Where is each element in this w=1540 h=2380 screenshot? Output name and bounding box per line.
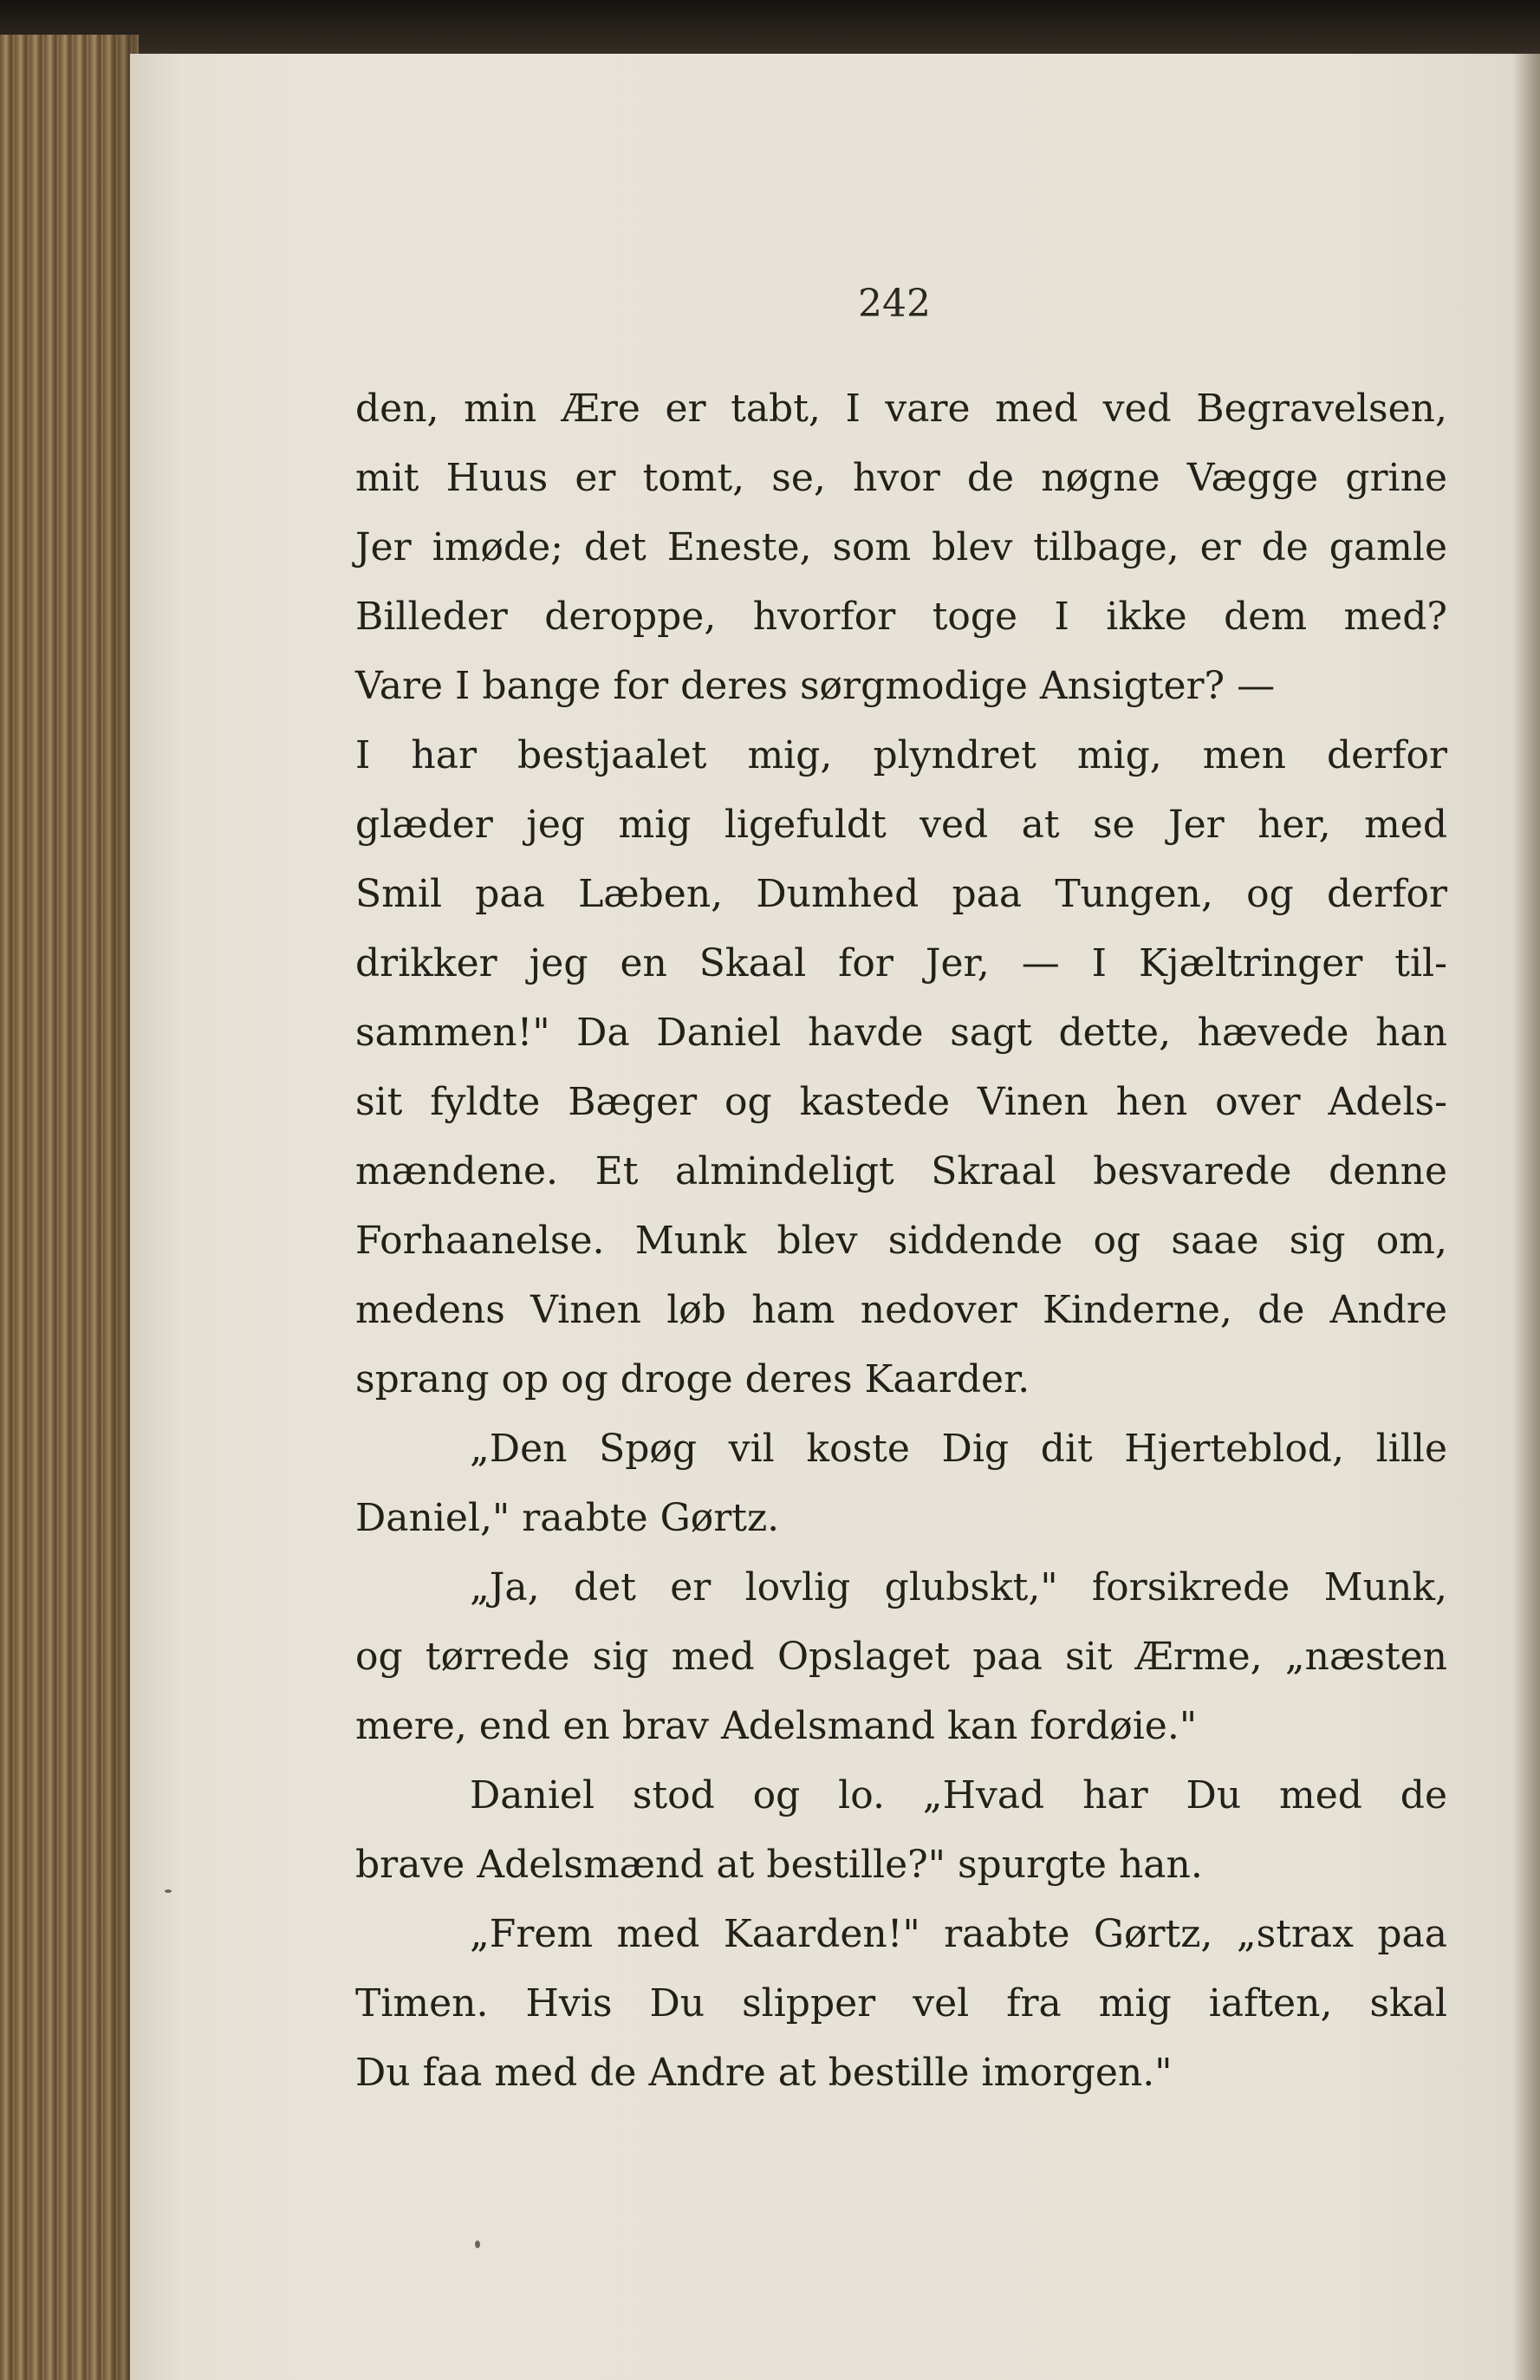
text-line: drikker jeg en Skaal for Jer, — I Kjæltringer til- (355, 941, 1447, 985)
text-line: glæder jeg mig ligefuldt ved at se Jer her, med (355, 803, 1447, 847)
text-line: brave Adelsmænd at bestille?" spurgte han. (355, 1843, 1203, 1887)
text-line: Vare I bange for deres sørgmodige Ansigter? — (355, 664, 1276, 708)
text-line: Forhaanelse. Munk blev siddende og saae sig om, (355, 1219, 1447, 1263)
text-line: Daniel," raabte Gørtz. (355, 1496, 780, 1540)
book-top-edge (0, 0, 1540, 61)
text-line: sammen!" Da Daniel havde sagt dette, hævede han (355, 1011, 1447, 1055)
body-text (355, 374, 1447, 2108)
text-line: mændene. Et almindeligt Skraal besvarede denne (355, 1149, 1447, 1193)
text-line: Timen. Hvis Du slipper vel fra mig iaften, skal (355, 1981, 1447, 2026)
text-line: sprang op og droge deres Kaarder. (355, 1357, 1030, 1401)
text-line: Smil paa Læben, Dumhed paa Tungen, og derfor (355, 872, 1447, 916)
text-line: den, min Ære er tabt, I vare med ved Begravelsen, (355, 387, 1447, 431)
text-line: „Den Spøg vil koste Dig dit Hjerteblod, lille (470, 1427, 1447, 1471)
text-line: mit Huus er tomt, se, hvor de nøgne Vægge grine (355, 456, 1447, 500)
text-line: Jer imøde; det Eneste, som blev tilbage, er de gamle (355, 525, 1447, 569)
paper-speck (165, 1889, 172, 1893)
text-line: Daniel stod og lo. „Hvad har Du med de (470, 1773, 1447, 1818)
text-line: Du faa med de Andre at bestille imorgen." (355, 2051, 1173, 2095)
text-line: Billeder deroppe, hvorfor toge I ikke dem med? (355, 595, 1447, 639)
text-line: mere, end en brav Adelsmand kan fordøie." (355, 1704, 1198, 1748)
text-line: medens Vinen løb ham nedover Kinderne, de Andre (355, 1288, 1447, 1332)
text-line: I har bestjaalet mig, plyndret mig, men derfor (355, 733, 1447, 777)
text-line: „Ja, det er lovlig glubskt," forsikrede Munk, (470, 1565, 1447, 1609)
page-right-shadow (1512, 54, 1540, 2380)
text-line: og tørrede sig med Opslaget paa sit Ærme, „næsten (355, 1635, 1447, 1679)
text-line: „Frem med Kaarden!" raabte Gørtz, „strax paa (470, 1912, 1447, 1956)
text-line: sit fyldte Bæger og kastede Vinen hen over Adels- (355, 1080, 1447, 1124)
page-number: 242 (858, 282, 931, 326)
paper-speck (475, 2240, 480, 2248)
